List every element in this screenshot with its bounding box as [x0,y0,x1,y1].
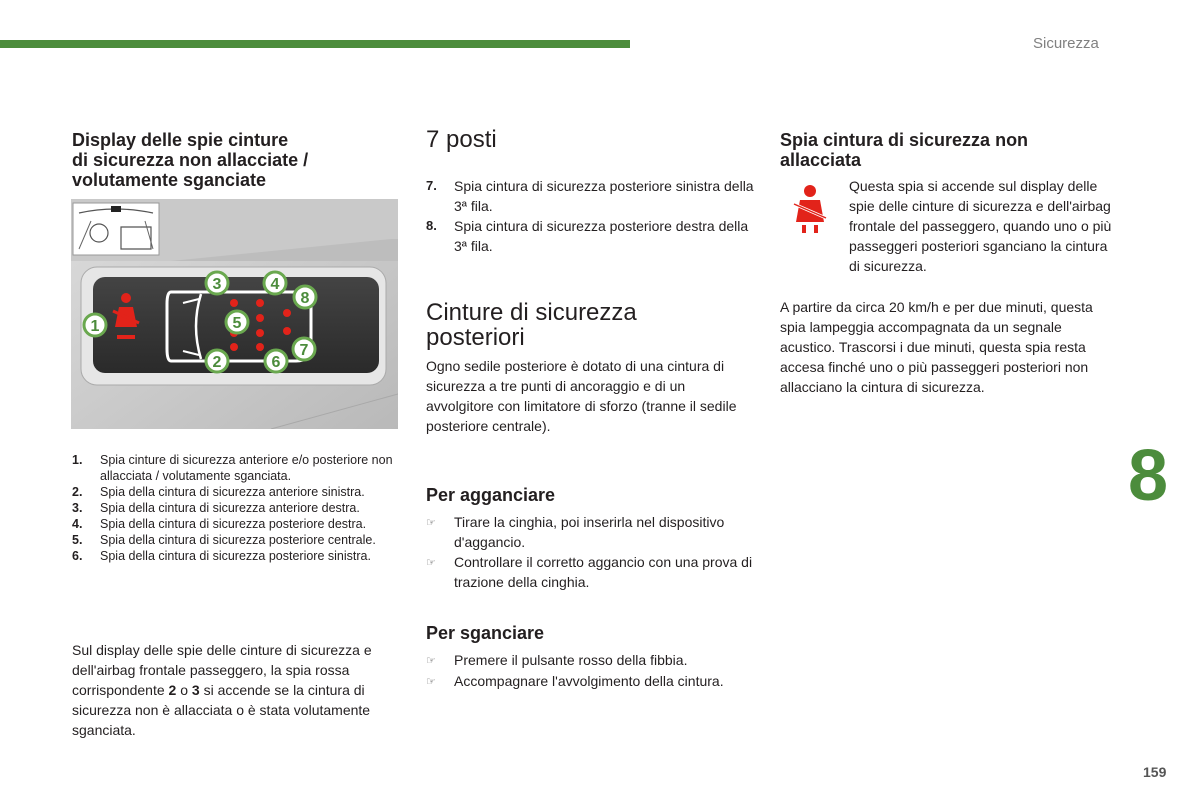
instruction-item [426,552,756,592]
fasten-title: Per agganciare [426,485,556,505]
rear-belts-description: Ogno sedile posteriore è dotato di una cintura di sicurezza a tre punti di ancoraggio e di un avvolgitore con limitatore di sforzo (tranne il sedile posteriore centrale). [426,358,737,434]
header-accent-bar [0,40,630,48]
legend-item-number: 4. [72,517,83,531]
instruction-text: Accompagnare l'avvolgimento della cintura. [454,673,724,689]
seven-seats-title: 7 posti [426,126,497,153]
para-bold: 3 [191,682,200,698]
pointing-hand-icon: ☞ [426,676,436,688]
diagram-badge-8 [294,286,316,308]
diagram-badge-label: 1 [90,318,100,335]
title-line: volutamente sganciate [72,170,267,190]
instruction-item [426,671,756,692]
legend-item [72,484,402,500]
diagram-badge-label: 6 [271,354,281,371]
warning-lamp-title [780,130,1110,170]
diagram-badge-label: 7 [299,342,309,359]
chapter-number: 8 [1128,436,1169,516]
diagram-badge-1 [84,314,106,336]
para-bold: 2 [168,682,177,698]
legend-list [72,452,402,564]
warning-lamp-description: Questa spia si accende sul display delle spie delle cinture di sicurezza e dell'airbag frontale del passeggero, quando uno o più passeggeri posteriori sganciano la cintura di sicurezza. [849,178,1112,274]
legend-item-text: Spia della cintura di sicurezza anteriore destra. [100,501,360,515]
legend-item-number: 3. [72,501,83,515]
diagram-badge-4 [264,272,286,294]
legend-item [72,500,402,516]
para-text: si accende se la cintura di sicurezza non è allacciata o è stata volutamente sganciata. [72,682,371,738]
legend-item [72,532,402,548]
pointing-hand-icon: ☞ [426,517,436,529]
para-text: Sul display delle spie delle cinture di sicurezza e dell'airbag frontale passeggero, la spia rossa corrispondente [72,642,372,698]
legend-item-text: Spia della cintura di sicurezza posteriore centrale. [100,533,376,547]
instruction-text: Tirare la cinghia, poi inserirla nel dispositivo d'aggancio. [454,514,725,550]
diagram-badge-label: 5 [232,315,242,332]
title-line: Cinture di sicurezza [426,299,637,326]
diagram-badge-5 [226,311,248,333]
legend-item [72,452,402,484]
instruction-text: Controllare il corretto aggancio con una prova di trazione della cinghia. [454,554,753,590]
pointing-hand-icon: ☞ [426,557,436,569]
legend-item-text: Spia cinture di sicurezza anteriore e/o posteriore non allacciata / volutamente sganciata. [100,453,393,483]
title-line: Spia cintura di sicurezza non [780,130,1029,150]
title-line: di sicurezza non allacciate / [72,150,309,170]
fasten-list [426,512,756,592]
diagram-badge-label: 2 [212,354,222,371]
legend-item-text: Spia della cintura di sicurezza posteriore sinistra. [100,549,371,563]
legend-item-text: Spia della cintura di sicurezza anteriore sinistra. [100,485,365,499]
diagram-badge-label: 3 [212,276,222,293]
legend-item [72,516,402,532]
diagram-badge-2 [206,350,228,372]
legend-item [72,548,402,564]
legend-item-number: 2. [72,485,83,499]
title-line: posteriori [426,324,525,351]
page-number: 159 [1143,764,1167,780]
diagram-badge-7 [293,338,315,360]
seatbelt-display-diagram [71,199,398,429]
seven-seats-item-text: Spia cintura di sicurezza posteriore sinistra della 3ª fila. [454,178,754,214]
instruction-item [426,650,756,671]
warning-lamp-behavior: A partire da circa 20 km/h e per due minuti, questa spia lampeggia accompagnata da un segnale acustico. Trascorsi i due minuti, questa spia resta accesa finché uno o più passeggeri posteriori non allacciano la cintura di sicurezza. [780,299,1093,395]
title-line: allacciata [780,150,862,170]
para-text: o [176,682,192,698]
diagram-badge-label: 8 [300,290,310,307]
seven-seats-item-number: 8. [426,218,437,233]
seven-seats-item [426,216,756,256]
diagram-badge-3 [206,272,228,294]
diagram-badge-6 [265,350,287,372]
seven-seats-item-text: Spia cintura di sicurezza posteriore destra della 3ª fila. [454,218,749,254]
unfasten-title: Per sganciare [426,623,545,643]
instruction-item [426,512,756,552]
display-section-title [72,130,402,190]
seatbelt-warning-icon [786,184,834,234]
dashboard-thumbnail [73,203,159,255]
title-line: Display delle spie cinture [72,130,289,150]
display-description [72,640,392,740]
instruction-text: Premere il pulsante rosso della fibbia. [454,652,688,668]
seven-seats-item [426,176,756,216]
section-label: Sicurezza [1033,35,1099,52]
rear-belts-title [426,300,746,350]
legend-item-number: 6. [72,549,83,563]
legend-item-text: Spia della cintura di sicurezza posteriore destra. [100,517,367,531]
seven-seats-item-number: 7. [426,178,437,193]
legend-item-number: 5. [72,533,83,547]
seven-seats-list [426,176,756,256]
unfasten-list [426,650,756,692]
diagram-badge-label: 4 [270,276,280,293]
legend-item-number: 1. [72,453,83,467]
pointing-hand-icon: ☞ [426,655,436,667]
